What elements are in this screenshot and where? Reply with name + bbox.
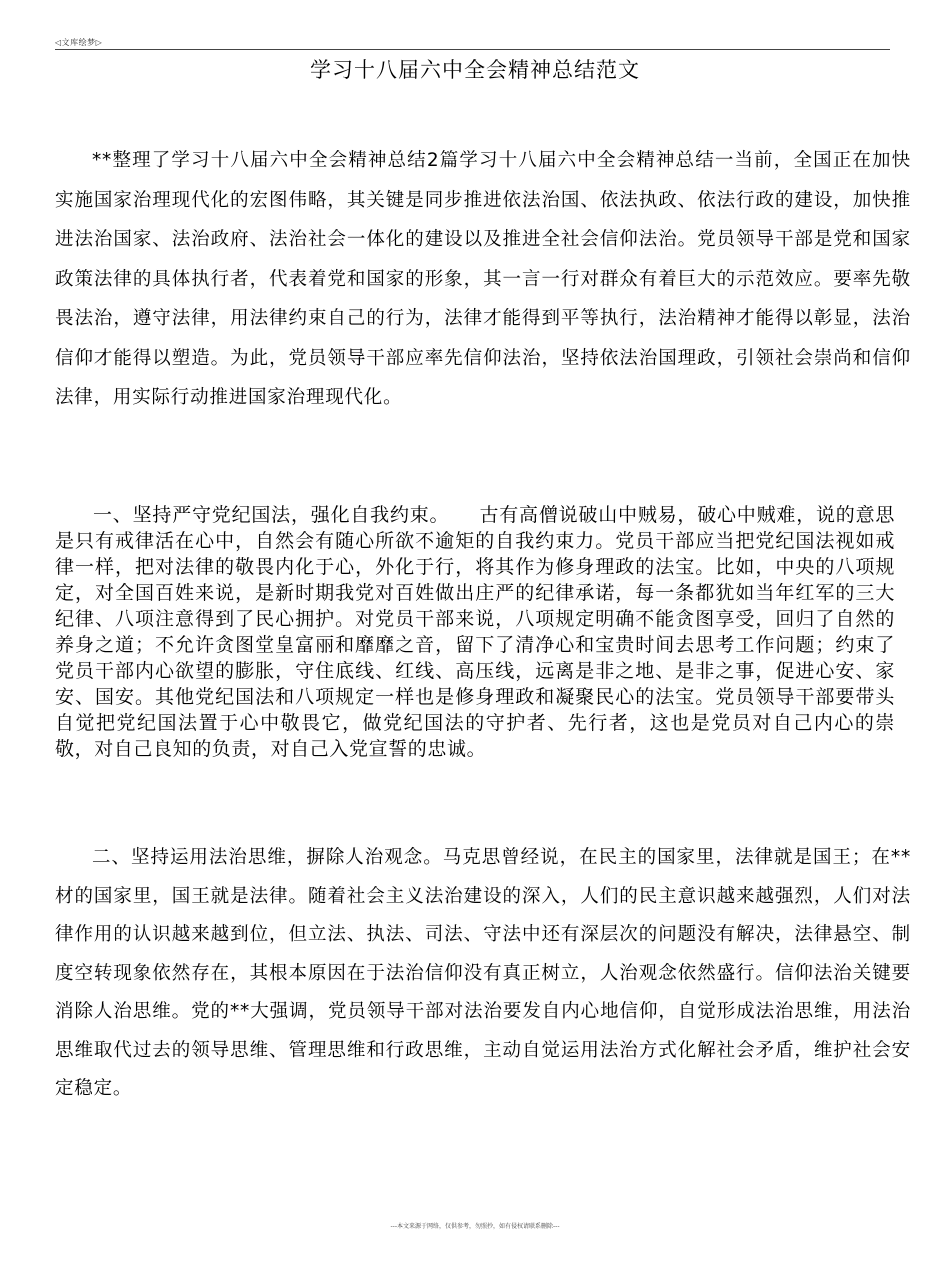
- header-watermark: ◁文库绘梦▷: [55, 38, 103, 47]
- header-divider: [55, 49, 890, 50]
- paragraph-section-two: 二、坚持运用法治思维，摒除人治观念。马克思曾经说，在民主的国家里，法律就是国王；在**材的国家里，国王就是法律。随着社会主义法治建设的深入，人们的民主意识越来越强烈，人们对法律作用的认识越来越到位，但立法、执法、司法、守法中还有深层次的问题没有解决，法律悬空、制度空转现象依然存在，其根本原因在于法治信仰没有真正树立，人治观念依然盛行。信仰法治关键要消除人治思维。党的**大强调，党员领导干部对法治要发自内心地信仰，自觉形成法治思维，用法治思维取代过去的领导思维、管理思维和行政思维，主动自觉运用法治方式化解社会矛盾，维护社会安定稳定。: [55, 847, 911, 1099]
- footer-disclaimer: ---本文来源于网络，仅供参考，勿照抄，如有侵权请联系删除---: [390, 1223, 560, 1230]
- paragraph-section-one: 一、坚持严守党纪国法，强化自我约束。 古有高僧说破山中贼易，破心中贼难，说的意思是只有戒律活在心中，自然会有随心所欲不逾矩的自我约束力。党员干部应当把党纪国法视如戒律一样，把对法律的敬畏内化于心，外化于行，将其作为修身理政的法宝。比如，中央的八项规定，对全国百姓来说，是新时期我党对百姓做出庄严的纪律承诺，每一条都犹如当年红军的三大纪律、八项注意得到了民心拥护。对党员干部来说，八项规定明确不能贪图享受，回归了自然的养身之道；不允许贪图堂皇富丽和靡靡之音，留下了清净心和宝贵时间去思考工作问题；约束了党员干部内心欲望的膨胀，守住底线、红线、高压线，远离是非之地、是非之事，促进心安、家安、国安。其他党纪国法和八项规定一样也是修身理政和凝聚民心的法宝。党员领导干部要带头自觉把党纪国法置于心中敬畏它，做党纪国法的守护者、先行者，这也是党员对自己内心的崇敬，对自己良知的负责，对自己入党宣誓的忠诚。: [55, 504, 895, 760]
- page-title: 学习十八届六中全会精神总结范文: [310, 58, 640, 82]
- paragraph-intro: **整理了学习十八届六中全会精神总结2篇学习十八届六中全会精神总结一当前，全国正在加快实施国家治理现代化的宏图伟略，其关键是同步推进依法治国、依法执政、依法行政的建设，加快推进法治国家、法治政府、法治社会一体化的建设以及推进全社会信仰法治。党员领导干部是党和国家政策法律的具体执行者，代表着党和国家的形象，其一言一行对群众有着巨大的示范效应。要率先敬畏法治，遵守法律，用法律约束自己的行为，法律才能得到平等执行，法治精神才能得以彰显，法治信仰才能得以塑造。为此，党员领导干部应率先信仰法治，坚持依法治国理政，引领社会崇尚和信仰法律，用实际行动推进国家治理现代化。: [55, 150, 911, 408]
